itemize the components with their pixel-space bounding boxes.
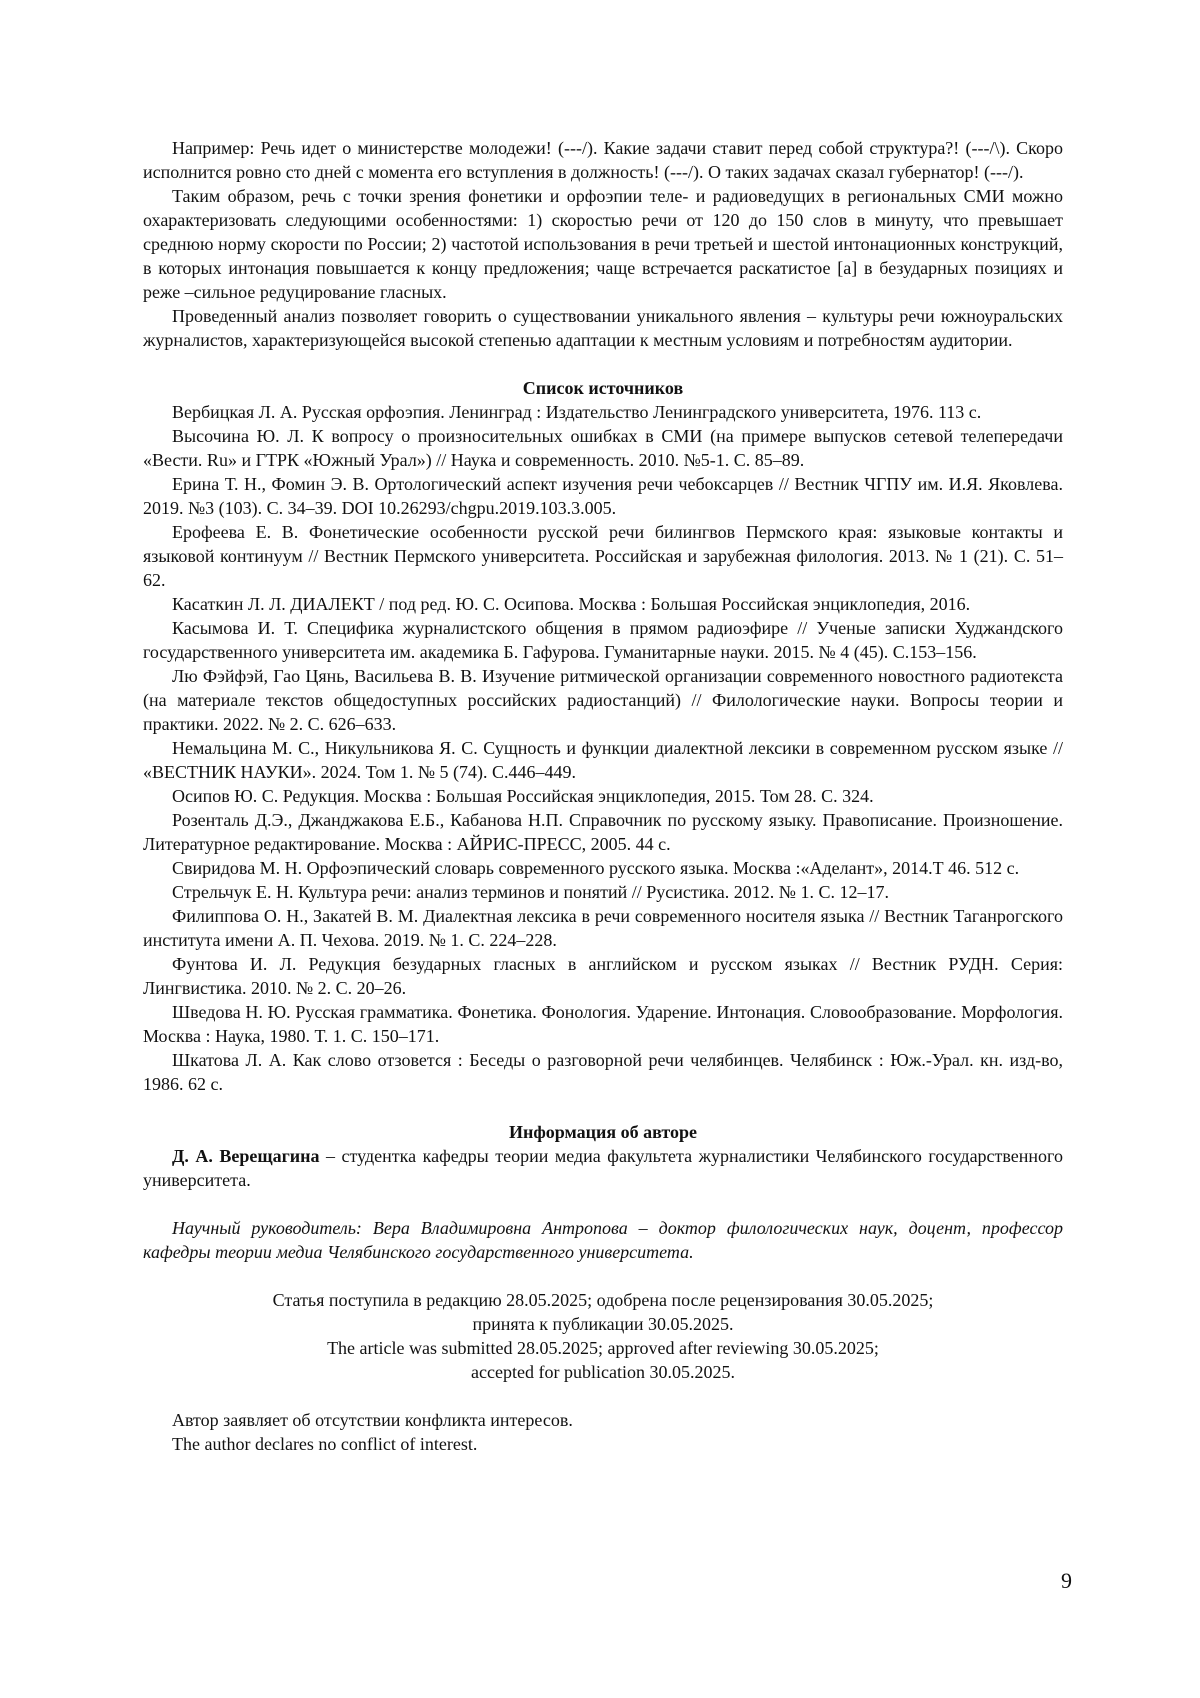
reference-item: Лю Фэйфэй, Гао Цянь, Васильева В. В. Изучение ритмической организации современного новостного радиотекста (на материале текстов общедоступных российских радиостанций) // Филологические науки. Вопросы теории и практики. 2022. № 2. С. 626–633. bbox=[143, 666, 1063, 734]
reference-item: Шкатова Л. А. Как слово отзовется : Беседы о разговорной речи челябинцев. Челябинск : Юж.-Урал. кн. изд-во, 1986. 62 с. bbox=[143, 1050, 1063, 1094]
author-heading: Информация об авторе bbox=[508, 1122, 698, 1142]
conflict-en: The author declares no conflict of interest. bbox=[172, 1434, 478, 1454]
dates-ru-line2: принята к публикации 30.05.2025. bbox=[472, 1314, 734, 1334]
reference-item: Фунтова И. Л. Редукция безударных гласных в английском и русском языках // Вестник РУДН. Серия: Лингвистика. 2010. № 2. С. 20–26. bbox=[143, 954, 1063, 998]
reference-item: Розенталь Д.Э., Джанджакова Е.Б., Кабанова Н.П. Справочник по русскому языку. Правописание. Произношение. Литературное редактирование. Москва : АЙРИС-ПРЕСС, 2005. 44 с. bbox=[143, 810, 1063, 854]
sources-list bbox=[143, 400, 1063, 1096]
sources-heading: Список источников bbox=[522, 378, 684, 398]
dates-en-line2: accepted for publication 30.05.2025. bbox=[471, 1362, 735, 1382]
dates-en-line1: The article was submitted 28.05.2025; approved after reviewing 30.05.2025; bbox=[327, 1338, 879, 1358]
paragraph-example: Например: Речь идет о министерстве молодежи! (---/). Какие задачи ставит перед собой структура?! (---/\). Скоро исполнится ровно сто дней с момента его вступления в должность! (---/). О таких задачах сказал губернатор! (---/). bbox=[143, 138, 1063, 182]
paragraph-conclusion: Таким образом, речь с точки зрения фонетики и орфоэпии теле- и радиоведущих в региональных СМИ можно охарактеризовать следующими особенностями: 1) скоростью речи от 120 до 150 слов в минуту, что превышает среднюю норму скорости по России; 2) частотой использования в речи третьей и шестой интонационных конструкций, в которых интонация повышается к концу предложения; чаще встречается раскатистое [а] в безударных позициях и реже –сильное редуцирование гласных. bbox=[143, 186, 1063, 302]
dates-ru-line1: Статья поступила в редакцию 28.05.2025; одобрена после рецензирования 30.05.2025; bbox=[272, 1290, 934, 1310]
author-name: Д. А. Верещагина bbox=[172, 1146, 320, 1166]
reference-item: Ерофеева Е. В. Фонетические особенности русской речи билингвов Пермского края: языковые контакты и языковой континуум // Вестник Пермского университета. Российская и зарубежная филология. 2013. № 1 (21). С. 51–62. bbox=[143, 522, 1063, 590]
reference-item: Ерина Т. Н., Фомин Э. В. Ортологический аспект изучения речи чебоксарцев // Вестник ЧГПУ им. И.Я. Яковлева. 2019. №3 (103). С. 34–39. DOI 10.26293/chgpu.2019.103.3.005. bbox=[143, 474, 1063, 518]
reference-item: Касаткин Л. Л. ДИАЛЕКТ / под ред. Ю. С. Осипова. Москва : Большая Российская энциклопедия, 2016. bbox=[172, 594, 971, 614]
reference-item: Высочина Ю. Л. К вопросу о произносительных ошибках в СМИ (на примере выпусков сетевой телепередачи «Вести. Ru» и ГТРК «Южный Урал») // Наука и современность. 2010. №5-1. С. 85–89. bbox=[143, 426, 1063, 470]
reference-item: Шведова Н. Ю. Русская грамматика. Фонетика. Фонология. Ударение. Интонация. Словообразование. Морфология. Москва : Наука, 1980. Т. 1. С. 150–171. bbox=[143, 1002, 1063, 1046]
reference-item: Стрельчук Е. Н. Культура речи: анализ терминов и понятий // Русистика. 2012. № 1. С. 12–17. bbox=[172, 882, 889, 902]
author-info bbox=[143, 1144, 1063, 1192]
conflict-ru: Автор заявляет об отсутствии конфликта интересов. bbox=[172, 1410, 573, 1430]
reference-item: Немальцина М. С., Никульникова Я. С. Сущность и функции диалектной лексики в современном русском языке // «ВЕСТНИК НАУКИ». 2024. Том 1. № 5 (74). С.446–449. bbox=[143, 738, 1063, 782]
paragraph-summary: Проведенный анализ позволяет говорить о существовании уникального явления – культуры речи южноуральских журналистов, характеризующейся высокой степенью адаптации к местным условиям и потребностям аудитории. bbox=[143, 306, 1063, 350]
page-number: 9 bbox=[1061, 1568, 1072, 1593]
author-description: – студентка кафедры теории медиа факультета журналистики Челябинского государственного университета. bbox=[143, 1146, 1063, 1190]
reference-item: Свиридова М. Н. Орфоэпический словарь современного русского языка. Москва :«Аделант», 2014.Т 46. 512 с. bbox=[172, 858, 1020, 878]
reference-item: Касымова И. Т. Специфика журналистского общения в прямом радиоэфире // Ученые записки Худжандского государственного университета им. академика Б. Гафурова. Гуманитарные науки. 2015. № 4 (45). С.153–156. bbox=[143, 618, 1063, 662]
page-content bbox=[143, 136, 1063, 1456]
reference-item: Вербицкая Л. А. Русская орфоэпия. Ленинград : Издательство Ленинградского университета, 1976. 113 с. bbox=[172, 402, 982, 422]
supervisor-info: Научный руководитель: Вера Владимировна Антропова – доктор филологических наук, доцент, профессор кафедры теории медиа Челябинского государственного университета. bbox=[143, 1218, 1063, 1262]
reference-item: Филиппова О. Н., Закатей В. М. Диалектная лексика в речи современного носителя языка // Вестник Таганрогского института имени А. П. Чехова. 2019. № 1. С. 224–228. bbox=[143, 906, 1063, 950]
reference-item: Осипов Ю. С. Редукция. Москва : Большая Российская энциклопедия, 2015. Том 28. С. 324. bbox=[172, 786, 874, 806]
